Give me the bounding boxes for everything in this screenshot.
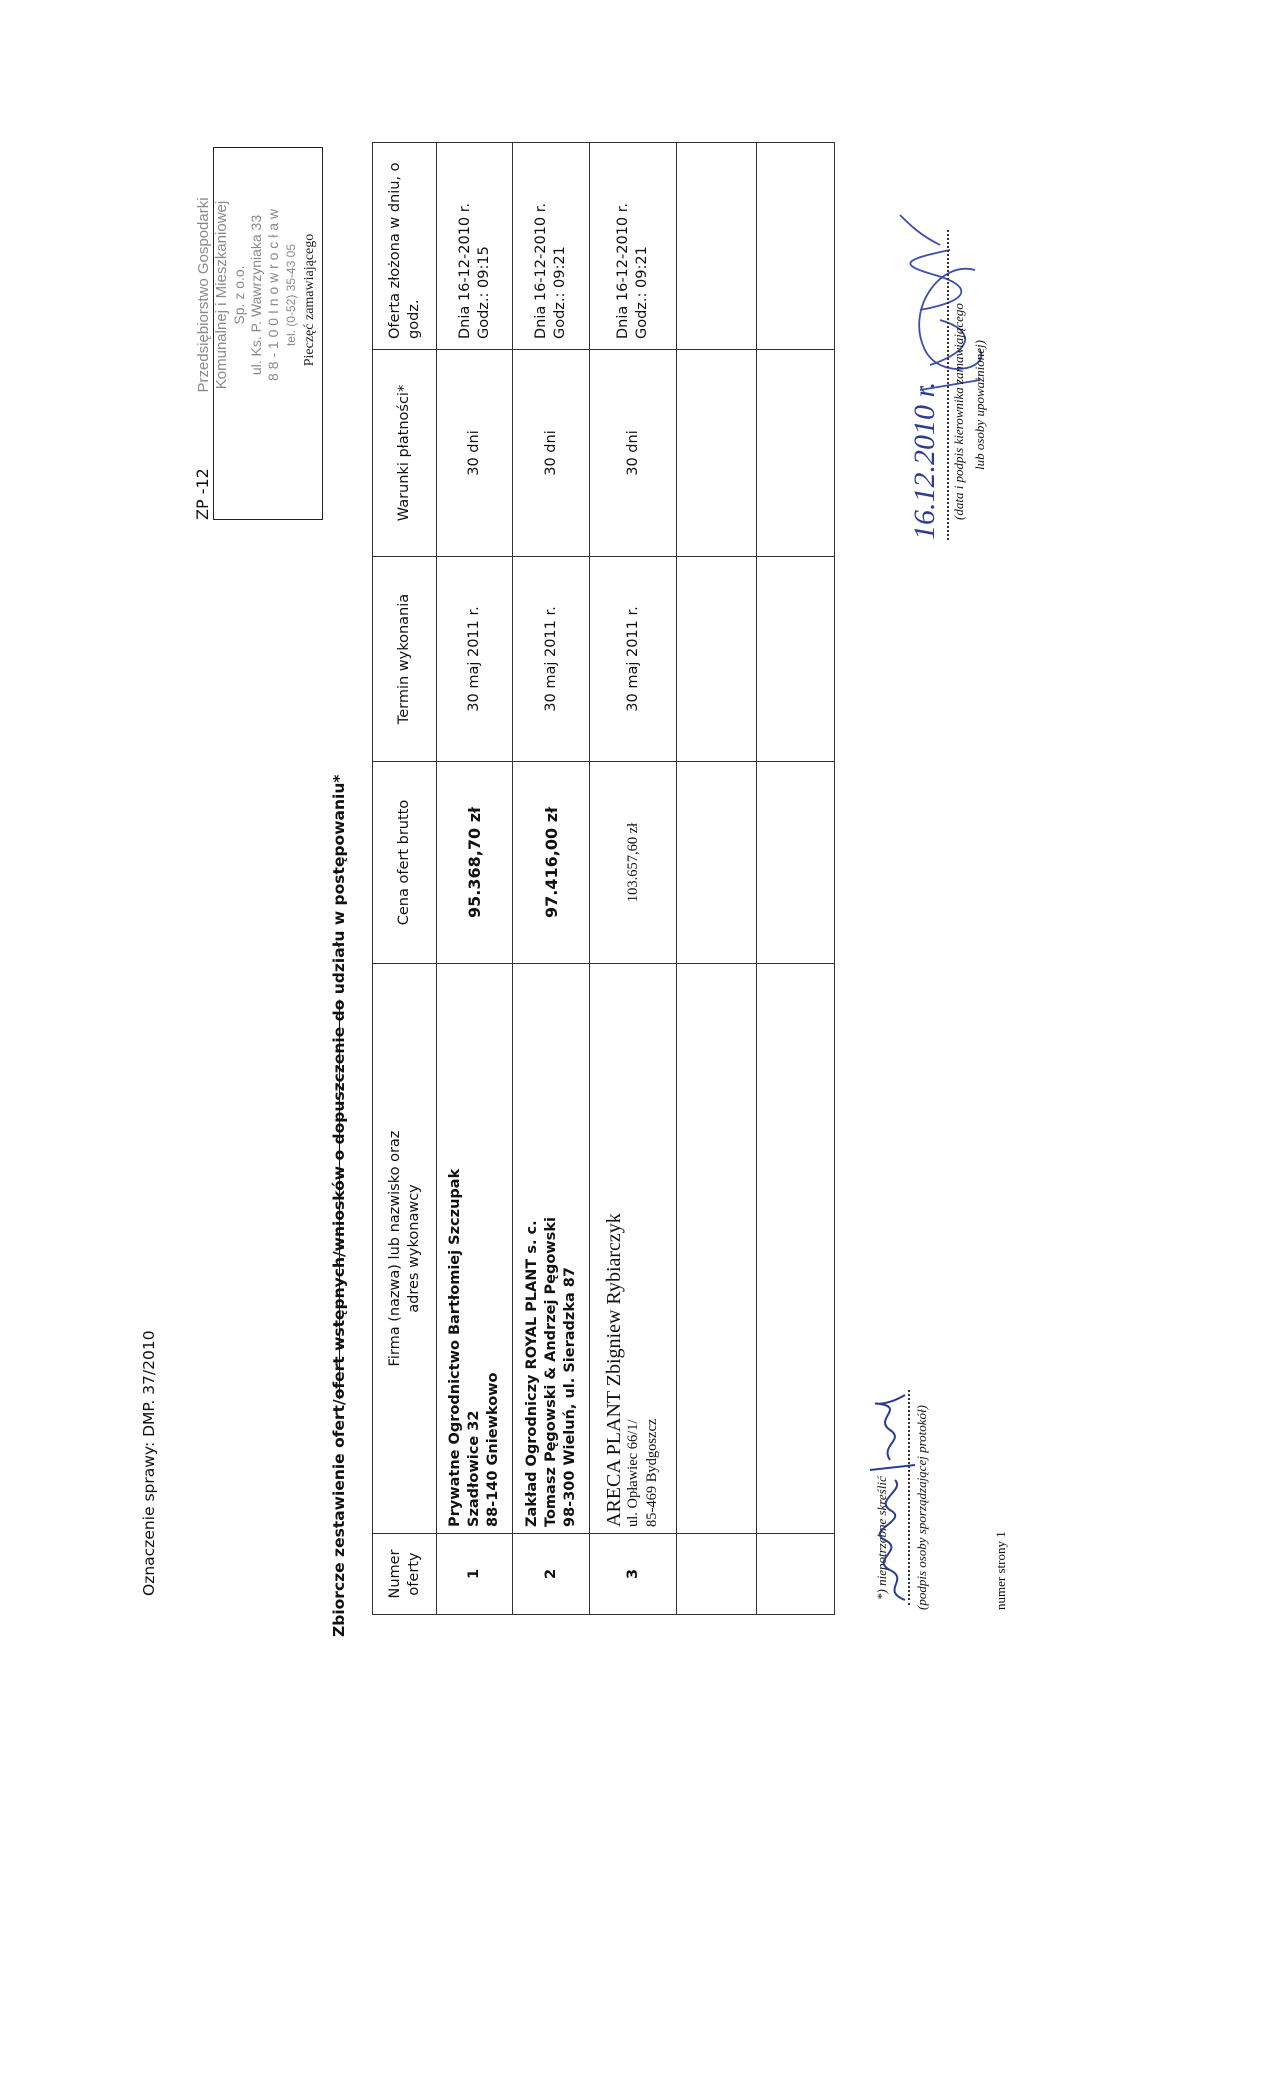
- firm-address: ul. Opławiec 66/1/: [624, 1419, 641, 1527]
- header-submitted: Oferta złożona w dniu, o godz.: [373, 143, 437, 350]
- preparer-signature: [860, 1380, 920, 1610]
- firm-name: Zakład Ogrodniczy ROYAL PLANT s. c.: [523, 1220, 540, 1527]
- manager-signature-line: [947, 230, 949, 540]
- submitted-cell: [590, 143, 677, 350]
- case-number: Oznaczenie sprawy: DMP. 37/2010: [140, 1330, 158, 1596]
- stamp-line: Przedsiębiorstwo Gospodarki: [195, 197, 212, 393]
- payment-cell: 30 dni: [590, 350, 677, 557]
- stamp-line: Sp. z o.o.: [231, 265, 247, 325]
- stamp-line: ul. Ks. P. Wawrzyniaka 33: [248, 214, 264, 376]
- submitted-time: Godz.: 09:21: [634, 246, 650, 339]
- firm-owners: Tomasz Pęgowski & Andrzej Pęgowski: [542, 1217, 559, 1527]
- empty-row: [677, 143, 757, 1615]
- deadline-cell: 30 maj 2011 r.: [513, 557, 590, 762]
- stamp-label: Pieczęć zamawiającego: [302, 233, 317, 367]
- stamp-line: Komunalnej i Mieszkaniowej: [213, 200, 230, 390]
- signed-date: 16.12.2010 r.: [908, 381, 941, 540]
- manager-caption-2: lub osoby upoważnionej): [972, 340, 987, 470]
- offer-number: 3: [590, 1534, 677, 1615]
- manager-caption-1: (data i podpis kierownika zamawiającego: [951, 303, 966, 520]
- firm-name: ARECA PLANT Zbigniew Rybiarczyk: [602, 1213, 625, 1527]
- submitted-cell: [437, 143, 513, 350]
- submitted-time: Godz.: 09:15: [475, 246, 492, 339]
- preparer-caption: (podpis osoby sporządzającej protokół): [914, 1405, 929, 1610]
- header-price: Cena ofert brutto: [373, 762, 437, 964]
- submitted-date: Dnia 16-12-2010 r.: [456, 203, 473, 339]
- submitted-date: Dnia 16-12-2010 r.: [533, 203, 549, 339]
- header-firm: Firma (nazwa) lub nazwisko oraz adres wykonawcy: [373, 964, 437, 1534]
- title-prefix: Zbiorcze zestawienie ofert/: [330, 1399, 348, 1637]
- header-deadline: Termin wykonania: [373, 557, 437, 762]
- firm-city: 88-140 Gniewkowo: [485, 1372, 501, 1527]
- submitted-date: Dnia 16-12-2010 r.: [615, 203, 631, 339]
- page-number: numer strony 1: [993, 1531, 1008, 1610]
- header-payment: Warunki płatności*: [373, 350, 437, 557]
- table-row: [437, 143, 513, 1615]
- offers-table: [372, 142, 835, 1615]
- table-header: [373, 143, 437, 1615]
- payment-cell: 30 dni: [513, 350, 590, 557]
- stamp-line: tel. (0-52) 35-43 05: [284, 243, 298, 347]
- title-suffix: udziału w postępowaniu*: [330, 774, 348, 1000]
- header-number: Numer oferty: [373, 1534, 437, 1615]
- table-row: [590, 143, 677, 1615]
- firm-city: 85-469 Bydgoszcz: [643, 1418, 660, 1527]
- page-title: [330, 775, 348, 1637]
- table-row: [513, 143, 590, 1615]
- submitted-cell: [513, 143, 590, 350]
- offer-number: 1: [437, 1534, 513, 1615]
- stamp-line: 8 8 - 1 0 0 I n o w r o c ł a w: [265, 209, 281, 381]
- firm-address: Szadłowice 32: [466, 1410, 482, 1527]
- firm-cell: [513, 964, 590, 1534]
- firm-cell: [437, 964, 513, 1534]
- payment-cell: 30 dni: [437, 350, 513, 557]
- price-cell: 97.416,00 zł: [513, 762, 590, 964]
- title-struck: ofert wstępnych/wniosków o dopuszczenie do: [330, 999, 348, 1400]
- firm-name: Prywatne Ogrodnictwo Bartłomiej Szczupak: [447, 1168, 463, 1527]
- form-code: ZP -12: [193, 468, 212, 520]
- offer-number: 2: [513, 1534, 590, 1615]
- submitted-time: Godz.: 09:21: [552, 246, 568, 339]
- empty-row: [757, 143, 835, 1615]
- price-cell: 103.657,60 zł: [590, 762, 677, 964]
- preparer-signature-line: [908, 1390, 910, 1605]
- firm-address: 98-300 Wieluń, ul. Sieradzka 87: [561, 1267, 578, 1527]
- price-cell: 95.368,70 zł: [437, 762, 513, 964]
- deadline-cell: 30 maj 2011 r.: [590, 557, 677, 762]
- deadline-cell: 30 maj 2011 r.: [437, 557, 513, 762]
- footnote: *) niepotrzebne skreślić: [874, 1476, 889, 1600]
- firm-cell: [590, 964, 677, 1534]
